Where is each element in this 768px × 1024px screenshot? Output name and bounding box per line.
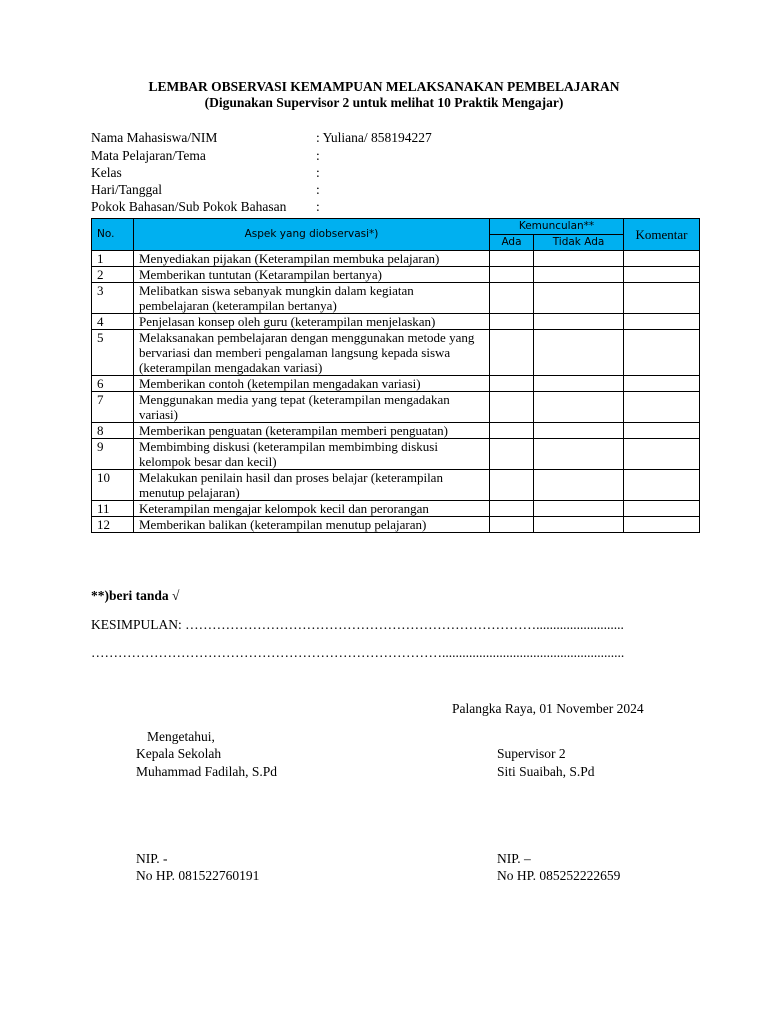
table-row [92, 330, 700, 376]
row-aspek-cell: Menyediakan pijakan (Keterampilan membuka pelajaran) [134, 251, 490, 267]
col-tidak-ada-header: Tidak Ada [534, 235, 624, 251]
left-signer-role: Kepala Sekolah [136, 746, 222, 761]
row-tidak-ada-cell[interactable] [534, 470, 624, 501]
observation-table [91, 218, 700, 533]
row-tidak-ada-cell[interactable] [534, 330, 624, 376]
kesimpulan-line-1: KESIMPULAN: …………………………………………………………………….......................... [91, 617, 624, 632]
info-label-kelas: Kelas [91, 165, 122, 180]
table-row [92, 501, 700, 517]
row-no-cell: 4 [92, 314, 134, 330]
row-no-cell: 3 [92, 283, 134, 314]
row-ada-cell[interactable] [490, 517, 534, 533]
table-row [92, 439, 700, 470]
row-ada-cell[interactable] [490, 267, 534, 283]
right-signer-role: Supervisor 2 [497, 746, 566, 761]
table-row [92, 314, 700, 330]
row-aspek-cell: Melibatkan siswa sebanyak mungkin dalam kegiatan pembelajaran (keterampilan bertanya) [134, 283, 490, 314]
row-tidak-ada-cell[interactable] [534, 501, 624, 517]
row-no-cell: 11 [92, 501, 134, 517]
info-value-mapel: : [316, 148, 320, 163]
row-no-cell: 10 [92, 470, 134, 501]
col-no-header: No. [92, 219, 134, 251]
row-aspek-cell: Melakukan penilain hasil dan proses belajar (keterampilan menutup pelajaran) [134, 470, 490, 501]
row-komentar-cell[interactable] [624, 517, 700, 533]
row-tidak-ada-cell[interactable] [534, 439, 624, 470]
row-no-cell: 2 [92, 267, 134, 283]
row-tidak-ada-cell[interactable] [534, 251, 624, 267]
info-value-nama: : Yuliana/ 858194227 [316, 130, 432, 145]
col-komentar-header: Komentar [624, 219, 700, 251]
right-signer-phone: No HP. 085252222659 [497, 868, 621, 883]
table-row [92, 423, 700, 439]
table-row [92, 517, 700, 533]
info-label-hari: Hari/Tanggal [91, 182, 163, 197]
col-aspek-header: Aspek yang diobservasi*) [134, 219, 490, 251]
row-ada-cell[interactable] [490, 376, 534, 392]
row-ada-cell[interactable] [490, 283, 534, 314]
row-ada-cell[interactable] [490, 423, 534, 439]
info-value-pokok: : [316, 199, 320, 214]
row-tidak-ada-cell[interactable] [534, 314, 624, 330]
row-ada-cell[interactable] [490, 314, 534, 330]
row-aspek-cell: Memberikan contoh (ketempilan mengadakan variasi) [134, 376, 490, 392]
checkmark-note: **)beri tanda √ [91, 588, 180, 603]
place-date: Palangka Raya, 01 November 2024 [452, 701, 644, 716]
row-komentar-cell[interactable] [624, 439, 700, 470]
row-tidak-ada-cell[interactable] [534, 267, 624, 283]
row-komentar-cell[interactable] [624, 501, 700, 517]
row-tidak-ada-cell[interactable] [534, 517, 624, 533]
row-aspek-cell: Menggunakan media yang tepat (keterampilan mengadakan variasi) [134, 392, 490, 423]
row-tidak-ada-cell[interactable] [534, 423, 624, 439]
right-signer-name: Siti Suaibah, S.Pd [497, 764, 595, 779]
row-tidak-ada-cell[interactable] [534, 392, 624, 423]
row-aspek-cell: Keterampilan mengajar kelompok kecil dan perorangan [134, 501, 490, 517]
row-tidak-ada-cell[interactable] [534, 376, 624, 392]
row-no-cell: 7 [92, 392, 134, 423]
row-ada-cell[interactable] [490, 439, 534, 470]
row-aspek-cell: Melaksanakan pembelajaran dengan menggunakan metode yang bervariasi dan memberi pengalaman langsung kepada siswa (keterampilan mengadakan variasi) [134, 330, 490, 376]
row-aspek-cell: Memberikan penguatan (keterampilan memberi penguatan) [134, 423, 490, 439]
row-komentar-cell[interactable] [624, 376, 700, 392]
kesimpulan-line-2: ……………………………………………………………………...................................................... [91, 645, 625, 660]
row-komentar-cell[interactable] [624, 330, 700, 376]
row-tidak-ada-cell[interactable] [534, 283, 624, 314]
row-ada-cell[interactable] [490, 330, 534, 376]
col-ada-header: Ada [490, 235, 534, 251]
right-signer-nip: NIP. – [497, 851, 531, 866]
row-komentar-cell[interactable] [624, 470, 700, 501]
col-kemunculan-header: Kemunculan** [490, 219, 624, 235]
row-komentar-cell[interactable] [624, 392, 700, 423]
table-row [92, 267, 700, 283]
table-row [92, 470, 700, 501]
row-aspek-cell: Membimbing diskusi (keterampilan membimbing diskusi kelompok besar dan kecil) [134, 439, 490, 470]
row-komentar-cell[interactable] [624, 283, 700, 314]
document-title: LEMBAR OBSERVASI KEMAMPUAN MELAKSANAKAN PEMBELAJARAN [148, 79, 620, 94]
row-komentar-cell[interactable] [624, 423, 700, 439]
table-row [92, 376, 700, 392]
row-aspek-cell: Memberikan tuntutan (Ketarampilan bertanya) [134, 267, 490, 283]
info-label-pokok: Pokok Bahasan/Sub Pokok Bahasan [91, 199, 287, 214]
row-no-cell: 1 [92, 251, 134, 267]
table-row [92, 283, 700, 314]
left-signer-phone: No HP. 081522760191 [136, 868, 260, 883]
document-subtitle: (Digunakan Supervisor 2 untuk melihat 10 Praktik Mengajar) [204, 95, 564, 110]
row-ada-cell[interactable] [490, 470, 534, 501]
row-ada-cell[interactable] [490, 501, 534, 517]
row-komentar-cell[interactable] [624, 267, 700, 283]
info-value-kelas: : [316, 165, 320, 180]
row-aspek-cell: Memberikan balikan (keterampilan menutup pelajaran) [134, 517, 490, 533]
row-no-cell: 9 [92, 439, 134, 470]
table-row [92, 251, 700, 267]
table-row [92, 392, 700, 423]
info-label-mapel: Mata Pelajaran/Tema [91, 148, 206, 163]
left-signer-nip: NIP. - [136, 851, 168, 866]
row-no-cell: 6 [92, 376, 134, 392]
row-ada-cell[interactable] [490, 392, 534, 423]
row-ada-cell[interactable] [490, 251, 534, 267]
row-komentar-cell[interactable] [624, 314, 700, 330]
info-label-nama: Nama Mahasiswa/NIM [91, 130, 218, 145]
left-signer-name: Muhammad Fadilah, S.Pd [136, 764, 277, 779]
info-value-hari: : [316, 182, 320, 197]
row-no-cell: 12 [92, 517, 134, 533]
row-no-cell: 8 [92, 423, 134, 439]
row-komentar-cell[interactable] [624, 251, 700, 267]
row-aspek-cell: Penjelasan konsep oleh guru (keterampilan menjelaskan) [134, 314, 490, 330]
mengetahui-label: Mengetahui, [147, 729, 215, 744]
row-no-cell: 5 [92, 330, 134, 376]
